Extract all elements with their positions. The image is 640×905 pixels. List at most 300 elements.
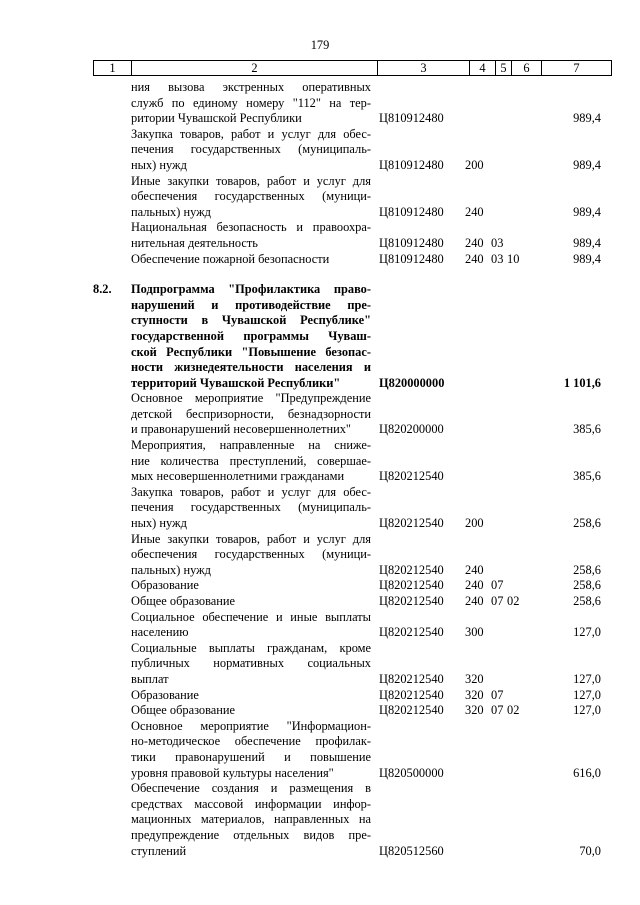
row-text-line xyxy=(131,205,371,221)
amount-value xyxy=(531,407,601,423)
subsection-code xyxy=(507,127,531,143)
table-row-line xyxy=(0,329,640,345)
section-code xyxy=(491,391,507,407)
row-text: Основное мероприятие "Информацион- xyxy=(131,718,371,733)
amount-value: 258,6 xyxy=(573,562,601,577)
subsection-code xyxy=(507,189,531,205)
row-text: детской беспризорности, безнадзорности xyxy=(131,406,371,421)
target-code xyxy=(379,438,465,454)
row-text-line xyxy=(131,547,371,563)
row-number xyxy=(93,142,131,158)
table-row-line xyxy=(0,111,640,127)
row-text: ных) нужд xyxy=(131,157,187,172)
amount-value: 385,6 xyxy=(573,469,601,484)
row-text: уровня правовой культуры населения" xyxy=(131,765,334,780)
amount-value xyxy=(531,189,601,205)
table-row-line xyxy=(0,672,640,688)
table-row-line xyxy=(0,205,640,221)
amount-value xyxy=(531,812,601,828)
row-text-line xyxy=(131,80,371,96)
row-text-line xyxy=(131,174,371,190)
section-code xyxy=(491,80,507,96)
target-code: Ц820212540 xyxy=(379,703,444,718)
row-text: ния вызова экстренных оперативных xyxy=(131,80,371,94)
subsection-code xyxy=(507,578,531,594)
subsection-code xyxy=(507,469,531,485)
row-text-line xyxy=(131,282,371,298)
target-code: Ц810912480 xyxy=(379,251,444,266)
row-text-line xyxy=(131,96,371,112)
subsection-code xyxy=(507,422,531,438)
row-text-line xyxy=(131,422,371,438)
table-row-line xyxy=(0,158,640,174)
expense-type-code xyxy=(465,547,491,563)
row-number xyxy=(93,252,131,268)
row-number xyxy=(93,750,131,766)
target-code xyxy=(379,189,465,205)
expense-type-code xyxy=(465,127,491,143)
row-text-line xyxy=(131,500,371,516)
target-code: Ц820000000 xyxy=(379,375,445,390)
row-text: Мероприятия, направленные на сниже- xyxy=(131,438,371,453)
section-code xyxy=(491,158,507,174)
table-row-line xyxy=(0,532,640,548)
subsection-code xyxy=(507,797,531,813)
row-text: Обеспечение создания и размещения в xyxy=(131,781,371,796)
target-code xyxy=(379,96,465,112)
target-code xyxy=(379,750,465,766)
table-row-line xyxy=(0,610,640,626)
target-code: Ц820212540 xyxy=(379,671,444,686)
section-code: 03 xyxy=(491,251,504,266)
subsection-code xyxy=(507,205,531,221)
column-header-1: 1 xyxy=(94,61,132,76)
subsection-code xyxy=(507,750,531,766)
section-code xyxy=(491,407,507,423)
subsection-code xyxy=(507,485,531,501)
expense-type-code xyxy=(465,174,491,190)
amount-value: 1 101,6 xyxy=(563,375,601,390)
table-row-line xyxy=(0,578,640,594)
subsection-code: 02 xyxy=(507,594,520,608)
row-text-line xyxy=(131,345,371,361)
subsection-code xyxy=(507,158,531,174)
target-code xyxy=(379,360,465,376)
row-text: Общее образование xyxy=(131,594,236,608)
row-text: Образование xyxy=(131,578,199,593)
table-row-line xyxy=(0,174,640,190)
table-row-line xyxy=(0,454,640,470)
target-code xyxy=(379,454,465,470)
row-text: ской Республики "Повышение безопас- xyxy=(131,344,371,359)
section-code xyxy=(491,96,507,112)
row-text-line xyxy=(131,407,371,423)
row-text-line xyxy=(131,158,371,174)
subsection-code xyxy=(507,688,531,704)
table-row-line xyxy=(0,656,640,672)
table-row-line xyxy=(0,766,640,782)
target-code: Ц820212540 xyxy=(379,562,444,577)
row-text: обеспечения государственных (муници- xyxy=(131,189,371,204)
row-text-line xyxy=(131,844,371,860)
table-row-line xyxy=(0,298,640,314)
expense-type-code xyxy=(465,641,491,657)
expense-type-code xyxy=(465,313,491,329)
row-number xyxy=(93,407,131,423)
section-code xyxy=(491,656,507,672)
section-code xyxy=(491,469,507,485)
amount-value xyxy=(531,329,601,345)
expense-type-code xyxy=(465,766,491,782)
row-text-line xyxy=(131,391,371,407)
target-code xyxy=(379,719,465,735)
subsection-code xyxy=(507,781,531,797)
expense-type-code xyxy=(465,454,491,470)
row-text-line xyxy=(131,672,371,688)
table-row-line xyxy=(0,407,640,423)
expense-type-code xyxy=(465,734,491,750)
target-code xyxy=(379,797,465,813)
expense-type-code xyxy=(465,189,491,205)
row-text: Подпрограмма "Профилактика право- xyxy=(131,282,371,297)
column-header-row xyxy=(93,60,612,76)
column-header-5: 5 xyxy=(496,61,512,76)
target-code xyxy=(379,391,465,407)
section-code xyxy=(491,360,507,376)
row-text: государственной программы Чуваш- xyxy=(131,328,371,343)
row-text: ступности в Чувашской Республике" xyxy=(131,313,371,328)
page-number: 179 xyxy=(310,38,330,52)
subsection-code xyxy=(507,547,531,563)
expense-type-code xyxy=(465,719,491,735)
table-row-line xyxy=(0,438,640,454)
table-row-line xyxy=(0,781,640,797)
target-code xyxy=(379,641,465,657)
row-text: Закупка товаров, работ и услуг для обес- xyxy=(131,126,371,141)
amount-value xyxy=(531,454,601,470)
subsection-code xyxy=(507,345,531,361)
row-text: нительная деятельность xyxy=(131,235,258,250)
row-text-line xyxy=(131,828,371,844)
subsection-code xyxy=(507,516,531,532)
row-text-line xyxy=(131,376,371,392)
row-text: Закупка товаров, работ и услуг для обес- xyxy=(131,484,371,499)
amount-value xyxy=(531,142,601,158)
row-number xyxy=(93,766,131,782)
target-code: Ц810912480 xyxy=(379,235,444,250)
row-text-line xyxy=(131,656,371,672)
expense-type-code xyxy=(465,360,491,376)
table-row-line xyxy=(0,485,640,501)
amount-value xyxy=(531,719,601,735)
section-code xyxy=(491,282,507,298)
row-text-line xyxy=(131,719,371,735)
target-code: Ц820212540 xyxy=(379,469,444,484)
section-code xyxy=(491,563,507,579)
amount-value: 258,6 xyxy=(573,594,601,608)
expense-type-code xyxy=(465,422,491,438)
table-row-line xyxy=(0,688,640,704)
amount-value xyxy=(531,641,601,657)
section-code xyxy=(491,781,507,797)
expense-type-code xyxy=(465,298,491,314)
section-code xyxy=(491,485,507,501)
subsection-code xyxy=(507,142,531,158)
section-code xyxy=(491,672,507,688)
amount-value: 989,4 xyxy=(573,251,601,266)
target-code xyxy=(379,610,465,626)
subsection-code xyxy=(507,80,531,96)
row-text: печения государственных (муниципаль- xyxy=(131,500,371,515)
table-row-line xyxy=(0,252,640,268)
amount-value xyxy=(531,127,601,143)
expense-type-code xyxy=(465,80,491,96)
table-row-line xyxy=(0,220,640,236)
section-code: 07 xyxy=(491,703,504,718)
target-code: Ц820212540 xyxy=(379,594,444,608)
budget-table-body xyxy=(0,80,640,859)
subsection-code xyxy=(507,610,531,626)
row-number xyxy=(93,719,131,735)
amount-value xyxy=(531,750,601,766)
row-number xyxy=(93,656,131,672)
target-code xyxy=(379,828,465,844)
row-text-line xyxy=(131,594,371,610)
expense-type-code: 240 xyxy=(465,204,484,219)
row-text-line xyxy=(131,781,371,797)
row-text-line xyxy=(131,750,371,766)
expense-type-code xyxy=(465,282,491,298)
row-text: печения государственных (муниципаль- xyxy=(131,142,371,157)
amount-value: 385,6 xyxy=(573,422,601,437)
row-number xyxy=(93,174,131,190)
row-text: Иные закупки товаров, работ и услуг для xyxy=(131,531,371,546)
row-text: территорий Чувашской Республики" xyxy=(131,375,341,390)
section-code xyxy=(491,111,507,127)
table-row-line xyxy=(0,703,640,719)
row-number xyxy=(93,485,131,501)
row-number xyxy=(93,797,131,813)
row-text-line xyxy=(131,516,371,532)
expense-type-code xyxy=(465,391,491,407)
row-text-line xyxy=(131,688,371,704)
expense-type-code xyxy=(465,96,491,112)
section-code xyxy=(491,844,507,860)
section-code xyxy=(491,719,507,735)
row-text: пальных) нужд xyxy=(131,204,211,219)
row-number xyxy=(93,189,131,205)
target-code: Ц820212540 xyxy=(379,516,444,531)
expense-type-code: 200 xyxy=(465,516,484,531)
row-number xyxy=(93,376,131,392)
subsection-code xyxy=(507,734,531,750)
expense-type-code xyxy=(465,438,491,454)
row-text-line xyxy=(131,127,371,143)
row-text-line xyxy=(131,485,371,501)
row-text: ности жизнедеятельности населения и xyxy=(131,360,371,375)
expense-type-code xyxy=(465,750,491,766)
row-number xyxy=(93,345,131,361)
amount-value: 616,0 xyxy=(573,765,601,780)
table-row-line xyxy=(0,563,640,579)
amount-value: 258,6 xyxy=(573,516,601,531)
section-code xyxy=(491,174,507,190)
expense-type-code: 240 xyxy=(465,578,484,593)
row-text-line xyxy=(131,111,371,127)
target-code xyxy=(379,812,465,828)
subsection-code: 10 xyxy=(507,251,520,266)
section-code xyxy=(491,345,507,361)
row-number xyxy=(93,158,131,174)
row-text-line xyxy=(131,236,371,252)
amount-value xyxy=(531,174,601,190)
subsection-code xyxy=(507,438,531,454)
row-number xyxy=(93,454,131,470)
expense-type-code xyxy=(465,345,491,361)
table-row-line xyxy=(0,812,640,828)
row-number xyxy=(93,844,131,860)
amount-value xyxy=(531,345,601,361)
table-row-line xyxy=(0,376,640,392)
row-text: обеспечения государственных (муници- xyxy=(131,547,371,562)
expense-type-code: 300 xyxy=(465,625,484,640)
subsection-code xyxy=(507,766,531,782)
row-text: тики правонарушений и повышение xyxy=(131,749,371,764)
row-number xyxy=(93,625,131,641)
subsection-code xyxy=(507,376,531,392)
row-text: служб по единому номеру "112" на тер- xyxy=(131,95,371,110)
row-text-line xyxy=(131,734,371,750)
amount-value xyxy=(531,532,601,548)
amount-value xyxy=(531,828,601,844)
table-row-line xyxy=(0,734,640,750)
section-code xyxy=(491,220,507,236)
row-text: Образование xyxy=(131,687,199,702)
row-text-line xyxy=(131,578,371,594)
amount-value xyxy=(531,282,601,298)
expense-type-code xyxy=(465,485,491,501)
row-number xyxy=(93,111,131,127)
amount-value: 127,0 xyxy=(573,703,601,718)
amount-value: 70,0 xyxy=(579,843,601,858)
row-number xyxy=(93,391,131,407)
amount-value xyxy=(531,80,601,96)
row-text: нарушений и противодействие пре- xyxy=(131,297,371,312)
target-code: Ц810912480 xyxy=(379,157,444,172)
target-code xyxy=(379,532,465,548)
target-code xyxy=(379,220,465,236)
column-header-3: 3 xyxy=(378,61,470,76)
amount-value xyxy=(531,797,601,813)
subsection-code xyxy=(507,174,531,190)
target-code: Ц820212540 xyxy=(379,578,444,593)
row-text-line xyxy=(131,329,371,345)
row-text-line xyxy=(131,313,371,329)
section-code xyxy=(491,142,507,158)
section-code xyxy=(491,127,507,143)
column-header-6: 6 xyxy=(512,61,542,76)
row-text: пальных) нужд xyxy=(131,562,211,577)
expense-type-code xyxy=(465,828,491,844)
amount-value: 258,6 xyxy=(573,578,601,593)
target-code xyxy=(379,127,465,143)
section-code: 07 xyxy=(491,594,504,608)
table-row-line xyxy=(0,641,640,657)
subsection-code xyxy=(507,812,531,828)
row-text: Общее образование xyxy=(131,703,236,718)
amount-value xyxy=(531,360,601,376)
table-row-line xyxy=(0,360,640,376)
target-code xyxy=(379,407,465,423)
amount-value xyxy=(531,438,601,454)
row-text: Социальное обеспечение и иные выплаты xyxy=(131,609,371,624)
row-spacer xyxy=(0,267,640,282)
row-number xyxy=(93,812,131,828)
table-row-line xyxy=(0,828,640,844)
target-code xyxy=(379,282,465,298)
row-text-line xyxy=(131,189,371,205)
section-code xyxy=(491,610,507,626)
table-row-line xyxy=(0,469,640,485)
target-code xyxy=(379,142,465,158)
row-text-line xyxy=(131,454,371,470)
row-text: предупреждение отдельных видов пре- xyxy=(131,827,371,842)
row-text: ритории Чувашской Республики xyxy=(131,111,302,126)
expense-type-code xyxy=(465,781,491,797)
section-code xyxy=(491,766,507,782)
subsection-code xyxy=(507,719,531,735)
amount-value xyxy=(531,781,601,797)
table-row-line xyxy=(0,547,640,563)
row-text-line xyxy=(131,142,371,158)
row-number xyxy=(93,313,131,329)
expense-type-code: 240 xyxy=(465,235,484,250)
expense-type-code xyxy=(465,142,491,158)
row-text: мационных материалов, направленных на xyxy=(131,812,371,827)
section-code xyxy=(491,641,507,657)
expense-type-code xyxy=(465,656,491,672)
row-text: Обеспечение пожарной безопасности xyxy=(131,251,330,266)
amount-value xyxy=(531,298,601,314)
subsection-code xyxy=(507,532,531,548)
expense-type-code xyxy=(465,797,491,813)
row-number xyxy=(93,80,131,96)
section-code xyxy=(491,625,507,641)
section-code xyxy=(491,734,507,750)
subsection-code xyxy=(507,828,531,844)
row-number xyxy=(93,703,131,719)
target-code xyxy=(379,547,465,563)
amount-value xyxy=(531,391,601,407)
table-row-line xyxy=(0,500,640,516)
row-number xyxy=(93,688,131,704)
table-row-line xyxy=(0,96,640,112)
amount-value: 127,0 xyxy=(573,671,601,686)
target-code: Ц810912480 xyxy=(379,204,444,219)
table-row-line xyxy=(0,313,640,329)
subsection-code xyxy=(507,500,531,516)
subsection-code xyxy=(507,844,531,860)
column-header-4: 4 xyxy=(470,61,496,76)
amount-value xyxy=(531,734,601,750)
row-number xyxy=(93,672,131,688)
row-number xyxy=(93,329,131,345)
row-text: публичных нормативных социальных xyxy=(131,656,371,671)
target-code: Ц820500000 xyxy=(379,765,444,780)
table-row-line xyxy=(0,797,640,813)
section-code xyxy=(491,376,507,392)
row-text-line xyxy=(131,438,371,454)
